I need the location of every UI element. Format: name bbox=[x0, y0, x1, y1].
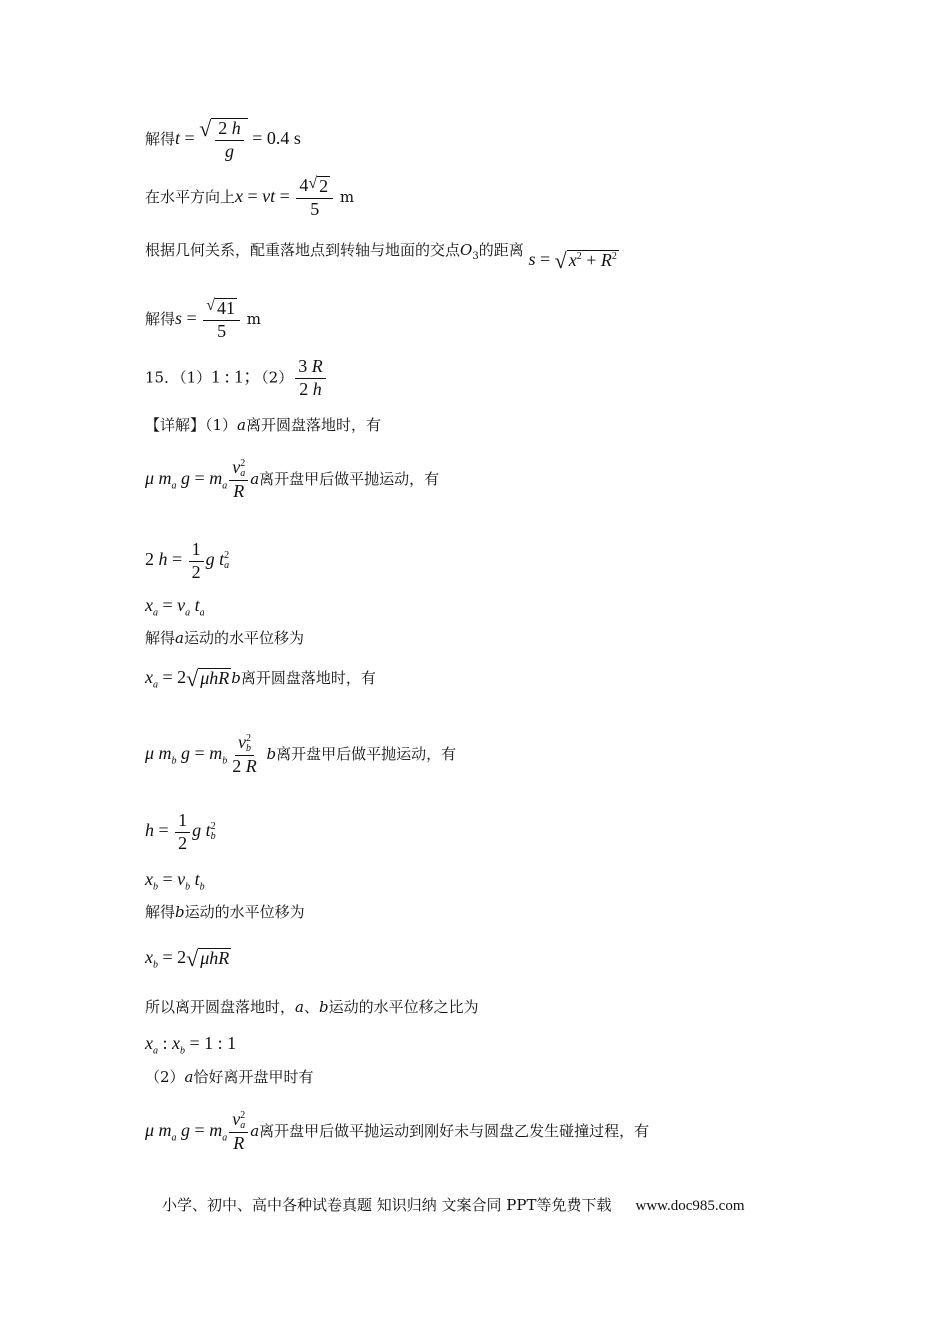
equation-force-a-2: μ $m_a$ $g = m_a$ v 2 a R a离开盘甲后做平抛运动到刚好未与圆盘乙发生碰撞过程，有 bbox=[145, 1109, 650, 1153]
solve-b-text: 解得b运动的水平位移为 bbox=[145, 903, 305, 921]
equation-horizontal-x: 在水平方向上x = vt = 4 √ 2 5 m bbox=[145, 175, 355, 220]
footer-text: 小学、初中、高中各种试卷真题 知识归纳 文案合同 PPT等免费下载 bbox=[162, 1196, 612, 1214]
equation-force-a: μ $m_a$ $g = m_a$ v 2 a R a离开盘甲后做平抛运动，有 bbox=[145, 457, 440, 501]
detail-heading: 【详解】（1）a离开圆盘落地时，有 bbox=[145, 416, 382, 434]
equation-xb: $x_b = v_b$ $t_b$ bbox=[145, 869, 205, 893]
answer-15: 15．（1）1 : 1；（2） $\frac{3 R}{2 h}$ bbox=[145, 357, 328, 400]
equation-xa: $x_a = v_a$ $t_a$ bbox=[145, 595, 205, 619]
equation-xb-result: $x_b = 2$ √ μhR bbox=[145, 946, 230, 971]
equation-force-b: μ $m_b$ $g = m_b$ v 2 b 2 R b离开盘甲后做平抛运动，有 bbox=[145, 732, 457, 776]
footer-url[interactable]: www.doc985.com bbox=[635, 1198, 745, 1214]
solve-a-text: 解得a运动的水平位移为 bbox=[145, 629, 304, 647]
equation-distance-s: 解得s = √ 41 5 m bbox=[145, 297, 261, 342]
equation-ratio: $x_a$ : $x_b = 1$ : 1 bbox=[145, 1033, 237, 1057]
equation-fall-a: 2 h = $\frac{1}{2}$ g t 2 a bbox=[145, 539, 230, 582]
equation-fall-b: h = $\frac{1}{2}$ g t 2 b bbox=[145, 810, 216, 853]
page-footer bbox=[162, 1194, 745, 1215]
equation-time: 解得t = √ $\frac{2 h}{g}$ = 0.4 s bbox=[145, 116, 301, 161]
part2-heading: （2）a恰好离开盘甲时有 bbox=[145, 1068, 314, 1086]
geometry-distance-text: 根据几何关系，配重落地点到转轴与地面的交点$O_3$的距离 s = √ $x^2 + R^2$ bbox=[145, 241, 617, 273]
ratio-text: 所以离开圆盘落地时，a、b运动的水平位移之比为 bbox=[145, 998, 479, 1016]
equation-xa-result: $x_a = 2$ √ μhR b离开圆盘落地时，有 bbox=[145, 666, 376, 691]
